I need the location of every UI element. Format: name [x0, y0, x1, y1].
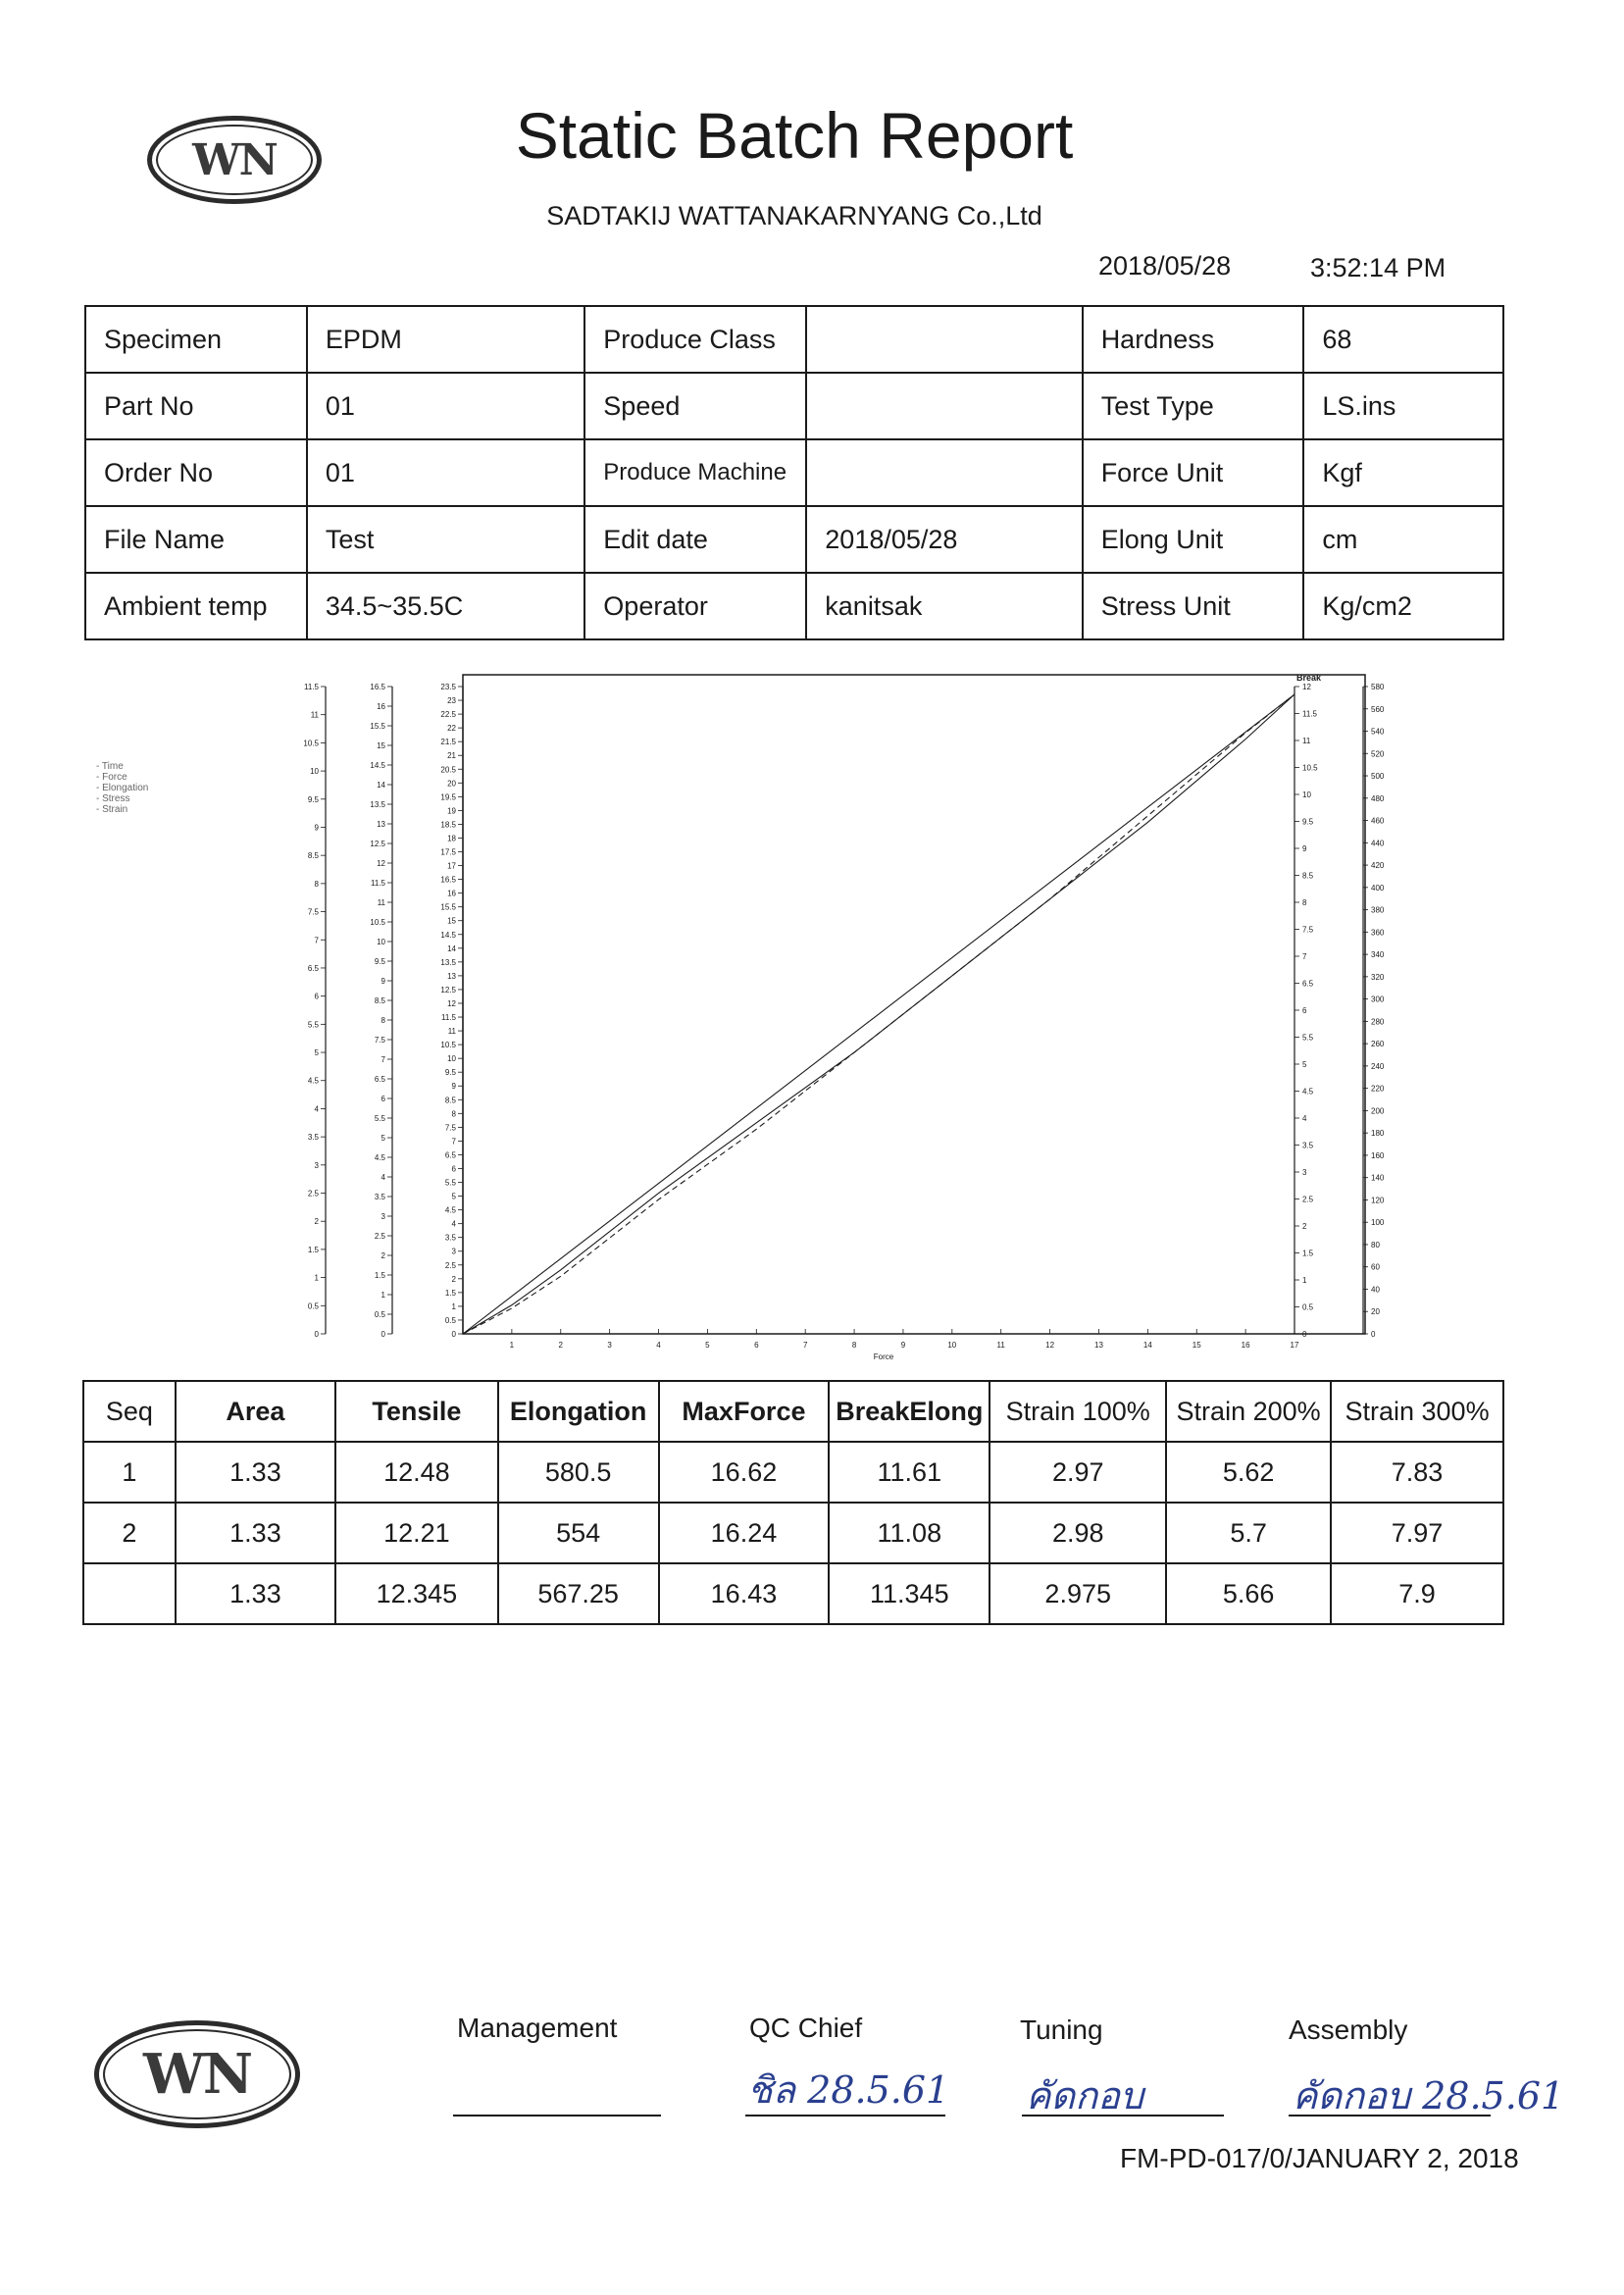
elongation-axis-tick-label: 5 [381, 1134, 385, 1143]
stress-axis-tick-label: 15.5 [440, 902, 456, 912]
stress-axis-tick-label: 9.5 [444, 1068, 456, 1078]
info-label: Test Type [1083, 373, 1304, 439]
info-row [85, 373, 1503, 439]
right-axis-2-tick-label: 400 [1371, 883, 1385, 892]
info-label: Speed [584, 373, 806, 439]
elongation-axis-tick-label: 7 [381, 1055, 385, 1064]
right-axis-1-tick-label: 8.5 [1302, 871, 1314, 881]
series-line-1 [463, 694, 1294, 1334]
results-header: Elongation [498, 1381, 659, 1442]
stress-axis-tick-label: 18 [447, 834, 456, 843]
info-label: Operator [584, 573, 806, 639]
results-row [83, 1503, 1503, 1563]
right-axis-2-tick-label: 560 [1371, 704, 1385, 714]
right-axis-1-tick-label: 2.5 [1302, 1195, 1314, 1204]
footer-logo [94, 2020, 300, 2128]
info-row [85, 306, 1503, 373]
results-cell: 1.33 [176, 1442, 335, 1503]
stress-axis-tick-label: 15 [447, 916, 456, 926]
specimen-info-table [84, 305, 1504, 640]
info-value: 34.5~35.5C [307, 573, 584, 639]
report-title: Static Batch Report [515, 99, 1074, 172]
elongation-axis-tick-label: 8.5 [374, 996, 385, 1005]
right-axis-1-tick-label: 9 [1302, 844, 1307, 853]
stress-axis-tick-label: 11 [447, 1027, 456, 1037]
results-header: MaxForce [659, 1381, 830, 1442]
x-tick-label: 4 [656, 1341, 661, 1350]
right-axis-2-tick-label: 500 [1371, 772, 1385, 782]
time-axis-tick-label: 8 [314, 879, 319, 889]
time-axis-tick-label: 8.5 [307, 851, 319, 861]
time-axis-tick-label: 6.5 [307, 963, 319, 973]
stress-axis-tick-label: 19.5 [440, 792, 456, 802]
stress-axis-tick-label: 12 [447, 998, 456, 1008]
x-tick-label: 15 [1192, 1341, 1201, 1350]
info-row [85, 439, 1503, 506]
time-axis-tick-label: 0 [314, 1330, 319, 1339]
stress-axis-tick-label: 1.5 [444, 1288, 456, 1298]
assembly-signature: คัดกอบ 28.5.61 [1293, 2074, 1565, 2117]
results-cell: 12.21 [335, 1503, 498, 1563]
x-tick-label: 1 [509, 1341, 515, 1350]
results-cell: 11.61 [829, 1442, 990, 1503]
info-label: Ambient temp [85, 573, 307, 639]
right-axis-1-tick-label: 12 [1302, 683, 1311, 691]
x-tick-label: 9 [900, 1341, 906, 1350]
legend-entry: - Force [96, 772, 127, 783]
results-cell: 2.97 [990, 1442, 1166, 1503]
right-axis-2-tick-label: 240 [1371, 1061, 1385, 1071]
stress-axis-tick-label: 16.5 [440, 875, 456, 885]
results-cell: 12.345 [335, 1563, 498, 1624]
stress-axis-tick-label: 0.5 [444, 1315, 456, 1325]
info-label: Edit date [584, 506, 806, 573]
stress-axis-tick-label: 20 [447, 779, 456, 789]
right-axis-1-tick-label: 10 [1302, 790, 1311, 799]
elongation-axis-tick-label: 2.5 [374, 1232, 385, 1241]
legend-entry: - Time [96, 761, 124, 772]
stress-axis-tick-label: 6 [451, 1164, 456, 1174]
info-value: Test [307, 506, 584, 573]
right-axis-2-tick-label: 20 [1371, 1307, 1380, 1317]
stress-axis-tick-label: 18.5 [440, 820, 456, 830]
legend-entry: - Stress [96, 793, 130, 804]
time-axis-tick-label: 9 [314, 823, 319, 833]
elongation-axis-tick-label: 10 [377, 938, 385, 946]
right-axis-1-tick-label: 1 [1302, 1276, 1307, 1285]
management-label: Management [457, 2013, 618, 2043]
stress-axis-tick-label: 4 [451, 1219, 456, 1229]
results-cell: 11.08 [829, 1503, 990, 1563]
info-label: File Name [85, 506, 307, 573]
chart-axes [303, 683, 1384, 1339]
x-tick-label: 10 [947, 1341, 957, 1350]
stress-axis-tick-label: 2 [451, 1274, 456, 1284]
right-axis-1-tick-label: 11 [1302, 737, 1311, 745]
report-time: 3:52:14 PM [1310, 253, 1446, 282]
time-axis-tick-label: 2.5 [307, 1189, 319, 1198]
break-label: Break [1296, 673, 1322, 683]
info-label: Force Unit [1083, 439, 1304, 506]
right-axis-1-tick-label: 2 [1302, 1222, 1307, 1231]
qc-chief-signature: ชิล 28.5.61 [747, 2068, 950, 2112]
right-axis-1-tick-label: 0.5 [1302, 1302, 1314, 1312]
legend-entry: - Strain [96, 804, 128, 815]
elongation-axis-tick-label: 3.5 [374, 1193, 385, 1201]
x-tick-label: 6 [754, 1341, 759, 1350]
right-axis-2-tick-label: 180 [1371, 1129, 1385, 1139]
results-cell: 7.97 [1331, 1503, 1503, 1563]
info-value: kanitsak [806, 573, 1082, 639]
info-label: Produce Machine [584, 439, 806, 506]
right-axis-1-tick-label: 4.5 [1302, 1087, 1314, 1096]
results-header-row [83, 1381, 1503, 1442]
form-code: FM-PD-017/0/JANUARY 2, 2018 [1120, 2143, 1519, 2173]
elongation-axis-tick-label: 6 [381, 1095, 385, 1103]
time-axis-tick-label: 11.5 [304, 683, 319, 691]
logo-text: WN [192, 134, 277, 185]
chart-series [463, 673, 1322, 1334]
right-axis-1-tick-label: 11.5 [1302, 709, 1317, 719]
stress-axis-tick-label: 17 [447, 861, 456, 871]
stress-axis-tick-label: 23 [447, 696, 456, 706]
time-axis-tick-label: 5.5 [307, 1020, 319, 1030]
time-axis-tick-label: 2 [314, 1217, 319, 1227]
stress-axis-tick-label: 14 [447, 944, 456, 953]
results-cell: 5.66 [1166, 1563, 1331, 1624]
right-axis-2-tick-label: 280 [1371, 1017, 1385, 1027]
management-signature-line [453, 2115, 661, 2116]
elongation-axis-tick-label: 11.5 [371, 879, 385, 888]
tuning-signature-line [1022, 2115, 1224, 2116]
stress-axis-tick-label: 2.5 [444, 1260, 456, 1270]
results-header: Strain 100% [990, 1381, 1166, 1442]
logo-text: WN [142, 2042, 252, 2107]
assembly-signature-line [1289, 2115, 1491, 2116]
info-value: 68 [1303, 306, 1503, 373]
time-axis-tick-label: 7.5 [307, 907, 319, 917]
elongation-axis-tick-label: 14.5 [370, 761, 385, 770]
stress-axis-tick-label: 16 [447, 889, 456, 898]
info-label: Part No [85, 373, 307, 439]
results-row [83, 1442, 1503, 1503]
report-date: 2018/05/28 [1098, 251, 1232, 280]
right-axis-2-tick-label: 40 [1371, 1285, 1380, 1295]
info-value: LS.ins [1303, 373, 1503, 439]
elongation-axis-tick-label: 15 [377, 741, 385, 750]
elongation-axis-tick-label: 13.5 [370, 800, 385, 809]
results-cell: 16.24 [659, 1503, 830, 1563]
time-axis-tick-label: 7 [314, 936, 319, 945]
stress-axis-tick-label: 7.5 [444, 1123, 456, 1133]
x-tick-label: 8 [851, 1341, 857, 1350]
elongation-axis-tick-label: 0.5 [374, 1310, 385, 1319]
right-axis-2-tick-label: 60 [1371, 1262, 1380, 1272]
x-tick-label: 16 [1241, 1341, 1250, 1350]
results-cell: 567.25 [498, 1563, 659, 1624]
x-tick-label: 12 [1045, 1341, 1055, 1350]
stress-axis-tick-label: 3 [451, 1247, 456, 1256]
stress-axis-tick-label: 3.5 [444, 1233, 456, 1243]
results-cell: 1 [83, 1442, 176, 1503]
info-value: EPDM [307, 306, 584, 373]
info-value: 2018/05/28 [806, 506, 1082, 573]
tuning-label: Tuning [1020, 2014, 1103, 2045]
time-axis-tick-label: 6 [314, 992, 319, 1001]
info-row [85, 506, 1503, 573]
results-cell: 16.43 [659, 1563, 830, 1624]
right-axis-1-tick-label: 5 [1302, 1060, 1307, 1069]
info-value: 01 [307, 439, 584, 506]
elongation-axis-tick-label: 12.5 [370, 840, 385, 848]
time-axis-tick-label: 1.5 [307, 1245, 319, 1254]
stress-axis-tick-label: 5.5 [444, 1178, 456, 1188]
force-elongation-chart [78, 667, 1510, 1369]
x-tick-label: 17 [1290, 1341, 1299, 1350]
info-value [806, 306, 1082, 373]
stress-axis-tick-label: 0 [451, 1330, 456, 1339]
x-tick-label: 13 [1094, 1341, 1103, 1350]
stress-axis-tick-label: 20.5 [440, 765, 456, 775]
right-axis-2-tick-label: 540 [1371, 727, 1385, 737]
right-axis-1-tick-label: 4 [1302, 1114, 1307, 1123]
legend-entry: - Elongation [96, 783, 149, 793]
elongation-axis-tick-label: 2 [381, 1251, 385, 1260]
elongation-axis-tick-label: 4 [381, 1173, 385, 1182]
stress-axis-tick-label: 17.5 [440, 847, 456, 857]
right-axis-2-tick-label: 380 [1371, 905, 1385, 915]
x-tick-label: 3 [607, 1341, 612, 1350]
results-header: Seq [83, 1381, 176, 1442]
results-cell: 5.7 [1166, 1503, 1331, 1563]
stress-axis-tick-label: 11.5 [441, 1013, 456, 1023]
info-label: Hardness [1083, 306, 1304, 373]
results-header: Strain 200% [1166, 1381, 1331, 1442]
right-axis-2-tick-label: 440 [1371, 839, 1385, 848]
stress-axis-tick-label: 1 [451, 1301, 456, 1311]
results-cell: 16.62 [659, 1442, 830, 1503]
right-axis-2-tick-label: 300 [1371, 994, 1385, 1004]
info-value: Kg/cm2 [1303, 573, 1503, 639]
x-tick-label: 14 [1142, 1341, 1152, 1350]
time-axis-tick-label: 9.5 [307, 794, 319, 804]
results-average-row [83, 1563, 1503, 1624]
results-cell: 1.33 [176, 1563, 335, 1624]
company-logo [147, 116, 322, 204]
info-label: Elong Unit [1083, 506, 1304, 573]
info-label: Order No [85, 439, 307, 506]
info-label: Specimen [85, 306, 307, 373]
info-label: Produce Class [584, 306, 806, 373]
right-axis-1-tick-label: 7 [1302, 952, 1307, 961]
info-value [806, 373, 1082, 439]
stress-axis-tick-label: 19 [447, 806, 456, 816]
stress-axis-tick-label: 23.5 [440, 683, 456, 691]
results-cell [83, 1563, 176, 1624]
stress-axis-tick-label: 22.5 [440, 710, 456, 720]
right-axis-2-tick-label: 80 [1371, 1240, 1380, 1250]
time-axis-tick-label: 4.5 [307, 1076, 319, 1086]
stress-axis-tick-label: 22 [447, 724, 456, 734]
info-value: Kgf [1303, 439, 1503, 506]
time-axis-tick-label: 3.5 [307, 1133, 319, 1143]
x-axis-label: Force [873, 1352, 894, 1361]
info-row [85, 573, 1503, 639]
results-cell: 5.62 [1166, 1442, 1331, 1503]
results-cell: 7.9 [1331, 1563, 1503, 1624]
right-axis-2-tick-label: 480 [1371, 793, 1385, 803]
stress-axis-tick-label: 8 [451, 1109, 456, 1119]
results-cell: 12.48 [335, 1442, 498, 1503]
elongation-axis-tick-label: 0 [381, 1330, 385, 1339]
results-header: Area [176, 1381, 335, 1442]
right-axis-1-tick-label: 9.5 [1302, 817, 1314, 827]
time-axis-tick-label: 0.5 [307, 1301, 319, 1311]
right-axis-1-tick-label: 0 [1302, 1330, 1307, 1339]
right-axis-2-tick-label: 120 [1371, 1196, 1385, 1205]
time-axis-tick-label: 11 [310, 710, 319, 720]
elongation-axis-tick-label: 9.5 [374, 957, 385, 966]
right-axis-1-tick-label: 6 [1302, 1006, 1307, 1015]
elongation-axis-tick-label: 9 [381, 977, 385, 986]
elongation-axis-tick-label: 4.5 [374, 1153, 385, 1162]
results-header: Strain 300% [1331, 1381, 1503, 1442]
right-axis-2-tick-label: 420 [1371, 861, 1385, 871]
right-axis-1-tick-label: 7.5 [1302, 925, 1314, 935]
results-cell: 2.975 [990, 1563, 1166, 1624]
results-header: BreakElong [829, 1381, 990, 1442]
stress-axis-tick-label: 13.5 [440, 957, 456, 967]
results-cell: 1.33 [176, 1503, 335, 1563]
right-axis-2-tick-label: 580 [1371, 683, 1385, 691]
right-axis-2-tick-label: 200 [1371, 1106, 1385, 1116]
stress-axis-tick-label: 8.5 [444, 1096, 456, 1105]
time-axis-tick-label: 4 [314, 1104, 319, 1114]
right-axis-1-tick-label: 1.5 [1302, 1249, 1314, 1258]
time-axis-tick-label: 10 [310, 767, 319, 777]
qc-chief-signature-line [745, 2115, 945, 2116]
elongation-axis-tick-label: 1.5 [374, 1271, 385, 1280]
plot-area [463, 675, 1365, 1334]
elongation-axis-tick-label: 13 [377, 820, 385, 829]
stress-axis-tick-label: 10 [447, 1054, 456, 1064]
elongation-axis-tick-label: 16 [377, 702, 385, 711]
elongation-axis-tick-label: 8 [381, 1016, 385, 1025]
info-value [806, 439, 1082, 506]
tuning-signature: คัดกอบ [1026, 2074, 1144, 2117]
time-axis-tick-label: 3 [314, 1160, 319, 1170]
elongation-axis-tick-label: 3 [381, 1212, 385, 1221]
stress-axis-tick-label: 4.5 [444, 1205, 456, 1215]
right-axis-2-tick-label: 140 [1371, 1173, 1385, 1183]
right-axis-2-tick-label: 360 [1371, 928, 1385, 938]
x-tick-label: 11 [996, 1341, 1005, 1350]
right-axis-1-tick-label: 8 [1302, 898, 1307, 907]
stress-axis-tick-label: 21 [447, 751, 456, 761]
elongation-axis-tick-label: 12 [377, 859, 385, 868]
elongation-axis-tick-label: 7.5 [374, 1036, 385, 1045]
time-axis-tick-label: 5 [314, 1048, 319, 1058]
info-value: cm [1303, 506, 1503, 573]
stress-axis-tick-label: 14.5 [440, 930, 456, 940]
elongation-axis-tick-label: 16.5 [370, 683, 385, 691]
right-axis-2-tick-label: 160 [1371, 1150, 1385, 1160]
right-axis-2-tick-label: 260 [1371, 1040, 1385, 1049]
results-cell: 2 [83, 1503, 176, 1563]
stress-axis-tick-label: 6.5 [444, 1150, 456, 1160]
chart-legend [96, 761, 148, 815]
elongation-axis-tick-label: 6.5 [374, 1075, 385, 1084]
elongation-axis-tick-label: 11 [377, 898, 385, 907]
results-cell: 554 [498, 1503, 659, 1563]
right-axis-1-tick-label: 10.5 [1302, 763, 1318, 773]
stress-axis-tick-label: 7 [451, 1137, 456, 1147]
right-axis-1-tick-label: 6.5 [1302, 979, 1314, 989]
stress-axis-tick-label: 13 [447, 971, 456, 981]
x-tick-label: 5 [705, 1341, 710, 1350]
results-cell: 7.83 [1331, 1442, 1503, 1503]
right-axis-2-tick-label: 0 [1371, 1330, 1376, 1339]
info-label: Stress Unit [1083, 573, 1304, 639]
elongation-axis-tick-label: 5.5 [374, 1114, 385, 1123]
right-axis-2-tick-label: 520 [1371, 749, 1385, 759]
right-axis-2-tick-label: 460 [1371, 816, 1385, 826]
results-cell: 11.345 [829, 1563, 990, 1624]
elongation-axis-tick-label: 14 [377, 781, 385, 790]
elongation-axis-tick-label: 1 [381, 1291, 385, 1300]
right-axis-1-tick-label: 5.5 [1302, 1033, 1314, 1043]
right-axis-2-tick-label: 220 [1371, 1084, 1385, 1094]
qc-chief-label: QC Chief [749, 2013, 863, 2043]
results-cell: 580.5 [498, 1442, 659, 1503]
right-axis-2-tick-label: 100 [1371, 1218, 1385, 1228]
elongation-axis-tick-label: 15.5 [370, 722, 385, 731]
results-cell: 2.98 [990, 1503, 1166, 1563]
assembly-label: Assembly [1289, 2014, 1408, 2045]
time-axis-tick-label: 1 [314, 1273, 319, 1283]
stress-axis-tick-label: 21.5 [440, 738, 456, 747]
x-tick-label: 2 [558, 1341, 563, 1350]
right-axis-2-tick-label: 340 [1371, 950, 1385, 960]
stress-axis-tick-label: 5 [451, 1192, 456, 1201]
results-table [82, 1380, 1504, 1625]
right-axis-1-tick-label: 3 [1302, 1168, 1307, 1177]
x-tick-label: 7 [802, 1341, 808, 1350]
right-axis-1-tick-label: 3.5 [1302, 1141, 1314, 1150]
info-value: 01 [307, 373, 584, 439]
time-axis-tick-label: 10.5 [303, 739, 319, 748]
stress-axis-tick-label: 12.5 [440, 985, 456, 994]
results-header: Tensile [335, 1381, 498, 1442]
elongation-axis-tick-label: 10.5 [370, 918, 385, 927]
stress-axis-tick-label: 10.5 [440, 1041, 456, 1050]
company-name: SADTAKIJ WATTANAKARNYANG Co.,Ltd [546, 201, 1042, 230]
stress-axis-tick-label: 9 [451, 1082, 456, 1092]
right-axis-2-tick-label: 320 [1371, 972, 1385, 982]
